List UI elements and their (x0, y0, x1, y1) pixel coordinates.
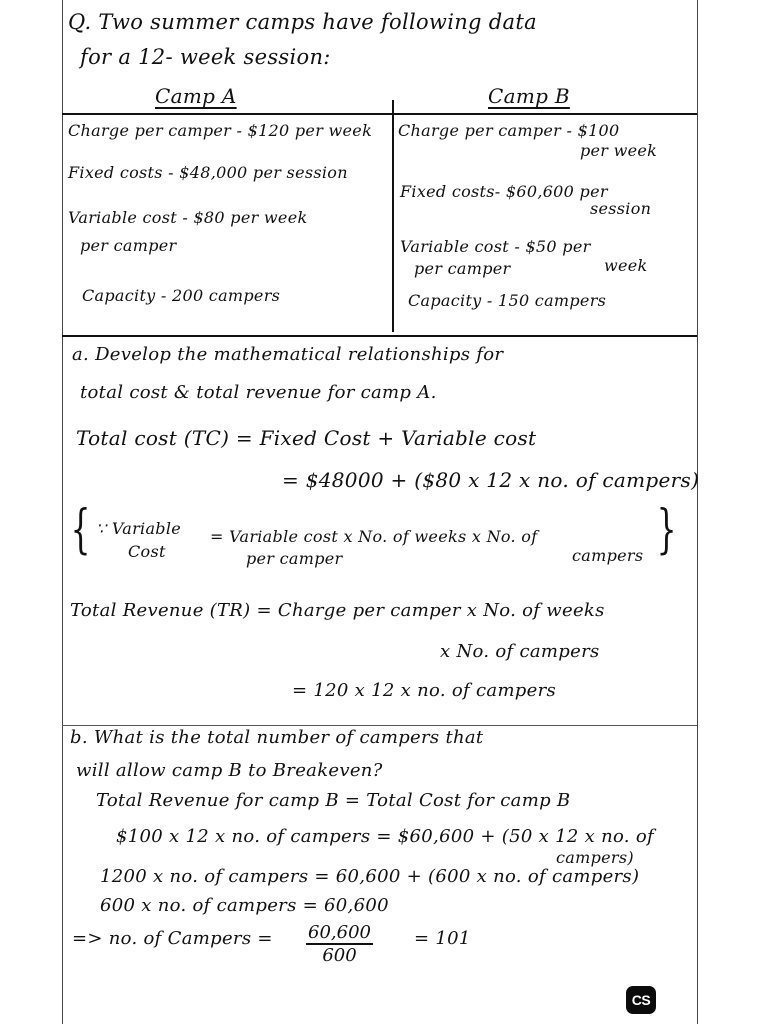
camp-a-capacity: Capacity - 200 campers (82, 286, 281, 305)
breakeven-result: = 101 (414, 928, 471, 949)
part-b-line-3: 1200 x no. of campers = 60,600 + (600 x no. of campers) (100, 866, 640, 887)
total-cost-line-1: Total cost (TC) = Fixed Cost + Variable cost (76, 426, 537, 450)
part-b-line-1: Total Revenue for camp B = Total Cost for camp B (96, 790, 571, 811)
part-b-question-2: will allow camp B to Breakeven? (76, 760, 383, 781)
camp-b-charge-per-week: per week (580, 141, 658, 160)
camp-b-capacity: Capacity - 150 campers (408, 291, 607, 310)
table-divider (392, 100, 394, 332)
part-b-question-1: b. What is the total number of campers that (70, 727, 484, 748)
right-margin-line (697, 0, 698, 1024)
camp-b-fixed-session: session (590, 199, 652, 218)
fraction-denominator: 600 (322, 945, 357, 966)
right-brace: } (656, 500, 677, 560)
camp-a-charge: Charge per camper - $120 per week (68, 121, 373, 140)
fraction-numerator: 60,600 (308, 922, 371, 943)
total-revenue-line-1: Total Revenue (TR) = Charge per camper x No. of weeks (70, 600, 605, 621)
cs-logo (626, 986, 656, 1014)
part-b-line-2-campers: campers) (556, 848, 634, 867)
camp-a-title: Camp A (155, 84, 237, 108)
camp-b-variable-per: per camper (414, 259, 511, 278)
total-cost-line-2: = $48000 + ($80 x 12 x no. of campers) (282, 468, 700, 492)
question-line-1: Q. Two summer camps have following data (68, 10, 537, 34)
note-formula: = Variable cost x No. of weeks x No. of (210, 527, 538, 546)
breakeven-fraction (306, 922, 373, 966)
note-campers: campers (572, 546, 644, 565)
part-b-line-2: $100 x 12 x no. of campers = $60,600 + (50 x 12 x no. of (116, 826, 654, 847)
camp-a-variable: Variable cost - $80 per week (68, 208, 308, 227)
camp-a-fixed: Fixed costs - $48,000 per session (68, 163, 348, 182)
note-per-camper: per camper (246, 549, 343, 568)
left-brace: { (70, 500, 91, 560)
part-a-question-2: total cost & total revenue for camp A. (80, 382, 437, 403)
note-variable: ∵ Variable (96, 519, 182, 538)
camp-b-variable: Variable cost - $50 per (400, 237, 591, 256)
table-top-line (62, 113, 697, 115)
part-b-line-5: => no. of Campers = (72, 928, 273, 949)
camp-b-variable-week: week (604, 256, 648, 275)
camp-b-charge: Charge per camper - $100 (398, 121, 620, 140)
camp-a-variable-per: per camper (80, 236, 177, 255)
note-cost: Cost (128, 542, 166, 561)
camp-b-title: Camp B (488, 84, 570, 108)
left-margin-line (62, 0, 63, 1024)
part-b-top-line (62, 725, 697, 726)
cs-logo-text: CS (631, 992, 651, 1008)
camp-b-fixed: Fixed costs- $60,600 per (400, 182, 608, 201)
total-revenue-line-3: = 120 x 12 x no. of campers (292, 680, 557, 701)
question-line-2: for a 12- week session: (80, 45, 331, 69)
part-b-line-4: 600 x no. of campers = 60,600 (100, 895, 389, 916)
part-a-question-1: a. Develop the mathematical relationships for (72, 344, 504, 365)
table-bottom-line (62, 335, 697, 337)
total-revenue-line-2: x No. of campers (440, 641, 600, 662)
